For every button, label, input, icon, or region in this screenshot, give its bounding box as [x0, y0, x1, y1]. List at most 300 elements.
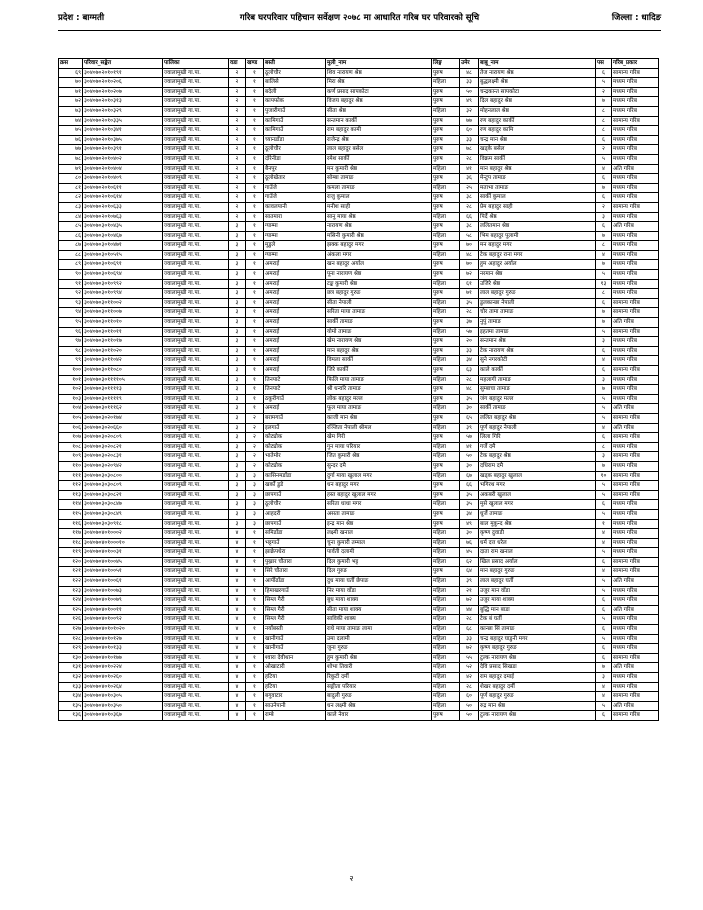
table-row: [59, 68, 659, 78]
table-cell: ३०४०७०३०२०८०९: [83, 433, 163, 443]
table-cell: ७८: [460, 145, 479, 155]
column-header: खण्ड: [246, 59, 264, 69]
table-cell: ३: [229, 270, 246, 280]
table-cell: महिला: [432, 471, 460, 481]
table-cell: टुल्क नारायण श्रेष्ठ: [479, 711, 596, 721]
table-cell: ज्वालामुखी गा.पा.: [163, 366, 229, 376]
table-cell: ठूलोचौर: [264, 68, 326, 78]
table-cell: राम बहादुर कामी: [326, 126, 432, 136]
table-cell: १: [246, 394, 264, 404]
table-cell: मध्यम गरिब: [612, 548, 659, 558]
table-cell: ज्वालामुखी गा.पा.: [163, 394, 229, 404]
table-cell: मध्यम गरिब: [612, 250, 659, 260]
table-cell: ज्वालामुखी गा.पा.: [163, 298, 229, 308]
table-row: [59, 413, 659, 423]
table-cell: सार्की तामाङ: [479, 404, 596, 414]
table-cell: ज्वालामुखी गा.पा.: [163, 164, 229, 174]
table-cell: २: [246, 433, 264, 443]
table-cell: ३: [229, 289, 246, 299]
table-cell: शेखर बहादुर दर्मी: [479, 682, 596, 692]
table-cell: ३४: [460, 356, 479, 366]
table-cell: ७: [596, 461, 612, 471]
table-row: [59, 337, 659, 347]
table-cell: धर्म दत्त धरेल: [479, 538, 596, 548]
table-cell: ६: [596, 625, 612, 635]
table-cell: ३०४०७०३०१०६९४: [83, 270, 163, 280]
table-cell: ४: [229, 711, 246, 721]
table-cell: मध्यम गरिब: [612, 673, 659, 683]
table-cell: ज्वालामुखी गा.पा.: [163, 375, 229, 385]
table-cell: ४: [229, 663, 246, 673]
table-cell: उजिरे श्रेष्ठ: [479, 279, 596, 289]
table-cell: ३०४०७०२०१०३१३: [83, 97, 163, 107]
table-cell: १: [246, 346, 264, 356]
table-cell: ५: [596, 577, 612, 587]
table-cell: ६१: [460, 279, 479, 289]
table-cell: ज्वालामुखी गा.पा.: [163, 500, 229, 510]
table-cell: १: [246, 270, 264, 280]
table-cell: ३: [596, 673, 612, 683]
table-cell: मुसे खुलाल मगर: [479, 500, 596, 510]
table-cell: भिम बहादुर पुलामी: [479, 231, 596, 241]
table-cell: ३: [229, 231, 246, 241]
table-cell: ज्वालामुखी गा.पा.: [163, 615, 229, 625]
table-cell: ३५: [460, 394, 479, 404]
table-cell: झाक्रेपधेरा: [264, 548, 326, 558]
table-cell: ६: [596, 711, 612, 721]
table-cell: ४: [229, 529, 246, 539]
table-cell: ठूलोचौर: [264, 145, 326, 155]
table-cell: २: [229, 126, 246, 136]
table-cell: ७: [596, 260, 612, 270]
table-cell: पुरुष: [432, 174, 460, 184]
table-cell: ३: [246, 490, 264, 500]
table-row: [59, 318, 659, 328]
table-cell: ३३: [460, 346, 479, 356]
table-row: [59, 509, 659, 519]
table-cell: सोम्बा तामाङ: [326, 174, 432, 184]
table-cell: सन्तमान श्रेष्ठ: [479, 337, 596, 347]
table-cell: कापफोक: [264, 97, 326, 107]
table-cell: २: [229, 164, 246, 174]
table-cell: ११६: [59, 519, 83, 529]
table-cell: १: [246, 298, 264, 308]
table-cell: ५: [596, 404, 612, 414]
table-cell: मध्यम गरिब: [612, 625, 659, 635]
table-cell: अंकला मगर: [326, 250, 432, 260]
table-cell: ३०४०७०३०११०४२: [83, 356, 163, 366]
table-cell: १: [246, 615, 264, 625]
table-cell: ५: [596, 154, 612, 164]
table-cell: कोट्योक: [264, 461, 326, 471]
table-cell: १००: [59, 366, 83, 376]
table-cell: कृष्ण दुवाडी: [479, 529, 596, 539]
table-cell: श्री धन्वरि तामाङ: [326, 385, 432, 395]
table-cell: ४: [596, 356, 612, 366]
table-cell: मध्यम गरिब: [612, 212, 659, 222]
table-cell: बुद्धलक्ष्मी श्रेष्ठ: [479, 78, 596, 88]
table-cell: ९७: [59, 337, 83, 347]
table-cell: ७२: [59, 97, 83, 107]
table-row: [59, 308, 659, 318]
table-cell: ५: [596, 586, 612, 596]
table-cell: ३: [229, 298, 246, 308]
table-cell: मध्यम गरिब: [612, 174, 659, 184]
table-cell: महिला: [432, 701, 460, 711]
table-cell: ७: [596, 663, 612, 673]
table-cell: १३३: [59, 682, 83, 692]
table-cell: ३: [596, 452, 612, 462]
table-cell: महिला: [432, 442, 460, 452]
table-cell: भातेमोर: [264, 452, 326, 462]
table-cell: ३: [596, 337, 612, 347]
table-cell: २: [246, 423, 264, 433]
table-cell: पुरुष: [432, 490, 460, 500]
table-cell: गाउँजे: [264, 183, 326, 193]
column-header: गरिब_प्रकार: [612, 59, 659, 69]
table-cell: ज्वालामुखी गा.पा.: [163, 327, 229, 337]
table-cell: २: [229, 135, 246, 145]
table-cell: पुरुष: [432, 126, 460, 136]
table-cell: काजी मान श्रेष्ठ: [326, 413, 432, 423]
table-row: [59, 682, 659, 692]
table-cell: १: [246, 385, 264, 395]
table-cell: ज्वालामुखी गा.पा.: [163, 634, 229, 644]
table-body: [59, 68, 659, 720]
table-cell: मध्यम गरिब: [612, 106, 659, 116]
table-cell: महिला: [432, 644, 460, 654]
table-cell: ५२: [460, 663, 479, 673]
table-cell: ज्वालामुखी गा.पा.: [163, 385, 229, 395]
table-cell: ९२: [59, 289, 83, 299]
table-cell: ज्वालामुखी गा.पा.: [163, 557, 229, 567]
table-cell: २: [246, 461, 264, 471]
table-cell: ९०: [59, 270, 83, 280]
table-cell: विमला सार्की: [326, 356, 432, 366]
table-cell: अति गरिब: [612, 663, 659, 673]
table-cell: ८९: [59, 260, 83, 270]
table-cell: ३५: [460, 298, 479, 308]
table-cell: १: [246, 193, 264, 203]
table-cell: २: [596, 145, 612, 155]
table-cell: अमराई: [264, 270, 326, 280]
table-cell: खड्क बहादुर खुलाल: [479, 471, 596, 481]
table-cell: कोट्योक: [264, 442, 326, 452]
table-cell: ३०४०७०३०११११३: [83, 385, 163, 395]
table-cell: पुरुष: [432, 346, 460, 356]
table-cell: ६: [596, 596, 612, 606]
table-cell: दिल गुरुङ: [326, 567, 432, 577]
table-cell: १: [246, 174, 264, 184]
table-cell: ज्वालामुखी गा.पा.: [163, 673, 229, 683]
table-cell: मताभा तामाङ: [479, 183, 596, 193]
table-cell: ३: [229, 279, 246, 289]
table-cell: मध्यम गरिब: [612, 529, 659, 539]
table-cell: मध्यम गरिब: [612, 270, 659, 280]
table-cell: कर्ण प्रसाद सापकोटा: [326, 87, 432, 97]
table-cell: ७२: [460, 596, 479, 606]
table-cell: १२५: [59, 605, 83, 615]
table-cell: अमराई: [264, 404, 326, 414]
table-cell: पार्वती दलामी: [326, 548, 432, 558]
table-row: [59, 241, 659, 251]
table-cell: १: [246, 548, 264, 558]
table-cell: खर्को डुडे: [264, 481, 326, 491]
table-cell: १: [246, 327, 264, 337]
table-cell: २: [229, 106, 246, 116]
table-cell: ९५: [59, 318, 83, 328]
table-cell: ज्वालामुखी गा.पा.: [163, 270, 229, 280]
table-cell: ६६: [460, 212, 479, 222]
table-cell: ११०: [59, 461, 83, 471]
table-cell: २: [229, 183, 246, 193]
table-cell: ज्वालामुखी गा.पा.: [163, 202, 229, 212]
table-cell: पुरुष: [432, 222, 460, 232]
table-cell: ज्वालामुखी गा.पा.: [163, 692, 229, 702]
table-cell: सामान्य गरिब: [612, 308, 659, 318]
table-cell: ३०४०७०२०१०७६३: [83, 212, 163, 222]
document-title: गरिब घरपरिवार पहिचान सर्वेक्षण २०७८ मा आधारित गरिब घर परिवारको सूचि: [239, 13, 480, 23]
table-cell: ३०४०७०३०२०८२१: [83, 442, 163, 452]
household-table: [58, 58, 659, 721]
table-cell: ६: [596, 68, 612, 78]
table-cell: ३०४०७०४०१००३१: [83, 548, 163, 558]
table-cell: श्वारा देवीथान: [264, 653, 326, 663]
table-cell: मान बहादुर श्रेष्ठ: [326, 346, 432, 356]
table-cell: दुध माया घर्ती छेपाङ: [326, 577, 432, 587]
table-cell: १०८: [59, 442, 83, 452]
table-cell: पूर्ण बहादुर नेपाली: [479, 423, 596, 433]
table-cell: महिला: [432, 673, 460, 683]
table-cell: ५०: [460, 452, 479, 462]
table-cell: ३६: [460, 174, 479, 184]
table-cell: महिला: [432, 557, 460, 567]
table-cell: ८१: [59, 183, 83, 193]
table-cell: पूर्ण बहादुर गुरुङ: [479, 692, 596, 702]
table-cell: ज्वालामुखी गा.पा.: [163, 289, 229, 299]
table-cell: ३०४०७०४०१००११: [83, 605, 163, 615]
table-cell: १०१: [59, 375, 83, 385]
table-cell: ४९: [460, 519, 479, 529]
table-cell: ७९: [59, 164, 83, 174]
table-cell: ७१: [460, 289, 479, 299]
table-row: [59, 222, 659, 232]
table-cell: भगिरथ मगर: [479, 481, 596, 491]
table-cell: अमराई: [264, 298, 326, 308]
table-cell: ३५: [460, 500, 479, 510]
table-row: [59, 673, 659, 683]
table-cell: नरमान श्रेष्ठ: [479, 270, 596, 280]
table-cell: ८: [596, 116, 612, 126]
table-cell: १: [246, 605, 264, 615]
table-cell: मध्यम गरिब: [612, 356, 659, 366]
table-row: [59, 183, 659, 193]
table-cell: टङ्क कुमारी श्रेष्ठ: [326, 279, 432, 289]
table-row: [59, 711, 659, 721]
table-cell: १: [246, 644, 264, 654]
table-cell: ३०४०७०२०१०१९१: [83, 68, 163, 78]
table-cell: ५: [596, 701, 612, 711]
table-cell: ज्वालामुखी गा.पा.: [163, 653, 229, 663]
table-cell: २८: [460, 375, 479, 385]
table-cell: ४: [596, 538, 612, 548]
table-cell: तेज नारायण श्रेष्ठ: [479, 68, 596, 78]
table-cell: ११७: [59, 529, 83, 539]
table-cell: ३०४०७०३०२०६६०: [83, 423, 163, 433]
table-cell: ७: [596, 385, 612, 395]
column-header: उमेर: [460, 59, 479, 69]
table-cell: ३०४०७०२०१०२०६: [83, 78, 163, 88]
table-cell: ज्वालामुखी गा.पा.: [163, 212, 229, 222]
table-cell: गर्जे दमै: [479, 442, 596, 452]
table-cell: ज्वालामुखी गा.पा.: [163, 279, 229, 289]
table-cell: ५: [596, 634, 612, 644]
table-cell: ३०४०७०२०१०४०२: [83, 154, 163, 164]
table-cell: ३: [229, 423, 246, 433]
table-cell: ११२: [59, 481, 83, 491]
table-cell: ओखाटारी: [264, 663, 326, 673]
table-cell: मध्यम गरिब: [612, 78, 659, 88]
table-cell: ६२: [460, 557, 479, 567]
table-cell: अमराई: [264, 327, 326, 337]
table-cell: महिला: [432, 327, 460, 337]
table-cell: १३०: [59, 653, 83, 663]
table-row: [59, 433, 659, 443]
table-row: [59, 692, 659, 702]
table-cell: ३०४०७०३०३०८४९: [83, 509, 163, 519]
table-cell: महिला: [432, 375, 460, 385]
table-cell: सामान्य गरिब: [612, 433, 659, 443]
table-cell: सामान्य गरिब: [612, 557, 659, 567]
table-cell: ३: [229, 241, 246, 251]
table-cell: चोर तामा तामाङ: [479, 308, 596, 318]
table-row: [59, 385, 659, 395]
table-cell: राधे माया तामाङ लामा: [326, 625, 432, 635]
table-cell: ३०४०७०३०११०८०: [83, 366, 163, 376]
table-cell: १: [246, 337, 264, 347]
table-cell: ३: [229, 375, 246, 385]
table-cell: पुरुष: [432, 145, 460, 155]
table-cell: ६: [596, 500, 612, 510]
table-cell: ज्वालामुखी गा.पा.: [163, 433, 229, 443]
table-cell: अति गरिब: [612, 318, 659, 328]
table-cell: मध्यम गरिब: [612, 145, 659, 155]
table-cell: ४: [229, 577, 246, 587]
table-row: [59, 644, 659, 654]
table-cell: १: [246, 126, 264, 136]
table-cell: अमराई: [264, 356, 326, 366]
table-cell: मध्यम गरिब: [612, 500, 659, 510]
table-cell: ज्वालामुखी गा.पा.: [163, 183, 229, 193]
table-cell: १: [246, 673, 264, 683]
table-cell: मध्यम गरिब: [612, 461, 659, 471]
table-cell: ४: [229, 653, 246, 663]
table-cell: ज्वालामुखी गा.पा.: [163, 116, 229, 126]
table-cell: १३: [596, 279, 612, 289]
table-cell: लक्ष्मी खनाल: [326, 529, 432, 539]
table-cell: ५: [596, 548, 612, 558]
table-cell: २: [229, 212, 246, 222]
table-cell: मध्यम गरिब: [612, 509, 659, 519]
table-cell: ४: [229, 673, 246, 683]
table-cell: १: [246, 145, 264, 155]
table-cell: ३: [246, 471, 264, 481]
table-cell: मध्यम गरिब: [612, 231, 659, 241]
table-cell: ज्वालामुखी गा.पा.: [163, 663, 229, 673]
table-cell: उमा दलामी: [326, 634, 432, 644]
table-cell: ठकुरीगाउँ: [264, 394, 326, 404]
table-cell: बैनपुर: [264, 164, 326, 174]
table-cell: महिला: [432, 663, 460, 673]
table-cell: सामान्य गरिब: [612, 567, 659, 577]
table-cell: गुन माया परियार: [326, 442, 432, 452]
table-cell: हटिया: [264, 682, 326, 692]
table-cell: धन बहादुर मगर: [326, 481, 432, 491]
table-cell: ललित बहादुर श्रेष्ठ: [479, 413, 596, 423]
table-cell: खेम गिरी: [326, 433, 432, 443]
table-cell: नयाँबस्ती: [264, 625, 326, 635]
table-cell: २: [246, 442, 264, 452]
table-cell: मध्यम गरिब: [612, 87, 659, 97]
table-cell: ज्वालामुखी गा.पा.: [163, 250, 229, 260]
table-cell: ३: [229, 509, 246, 519]
table-cell: सिम्ल गैरी: [264, 615, 326, 625]
table-cell: ८७: [59, 241, 83, 251]
table-cell: पूना नारायण श्रेष्ठ: [326, 270, 432, 280]
table-cell: ३२: [460, 106, 479, 116]
table-cell: महिला: [432, 231, 460, 241]
table-cell: महिला: [432, 586, 460, 596]
table-cell: ३०४०७०३०१०४६७: [83, 231, 163, 241]
table-cell: ३५: [460, 490, 479, 500]
table-cell: ३०४०७०३०१११६२: [83, 404, 163, 414]
table-cell: ३: [246, 500, 264, 510]
table-cell: १: [246, 308, 264, 318]
table-cell: मध्यम गरिब: [612, 682, 659, 692]
table-cell: ३०४०७०४०१०३५०: [83, 701, 163, 711]
table-cell: २१: [460, 586, 479, 596]
table-cell: ३: [229, 327, 246, 337]
table-cell: १०५: [59, 413, 83, 423]
table-cell: १२०: [59, 557, 83, 567]
table-cell: योमो तामाङ: [326, 327, 432, 337]
table-cell: ३०४०७०३०१०९९४: [83, 289, 163, 299]
table-cell: ३०४०७०२०१०३४१: [83, 126, 163, 136]
table-cell: १: [246, 231, 264, 241]
table-row: [59, 279, 659, 289]
table-cell: ज्वालामुखी गा.पा.: [163, 145, 229, 155]
table-cell: ४: [596, 529, 612, 539]
table-cell: ४८: [460, 68, 479, 78]
table-cell: ४१: [460, 442, 479, 452]
table-cell: ज्वालामुखी गा.पा.: [163, 644, 229, 654]
table-row: [59, 87, 659, 97]
table-row: [59, 135, 659, 145]
table-cell: ८: [596, 106, 612, 116]
table-cell: चन्द्र मान श्रेष्ठ: [479, 135, 596, 145]
table-cell: सामान्य गरिब: [612, 68, 659, 78]
table-cell: ३: [229, 356, 246, 366]
table-cell: ३: [596, 212, 612, 222]
table-cell: ४९: [460, 97, 479, 107]
table-cell: मनीश साही: [326, 202, 432, 212]
table-cell: टेक बहादुर राना मगर: [479, 250, 596, 260]
table-cell: २८: [460, 308, 479, 318]
table-cell: ३: [229, 337, 246, 347]
table-cell: ज्वालामुखी गा.पा.: [163, 193, 229, 203]
table-cell: ८०: [59, 174, 83, 184]
table-cell: ३४: [460, 509, 479, 519]
